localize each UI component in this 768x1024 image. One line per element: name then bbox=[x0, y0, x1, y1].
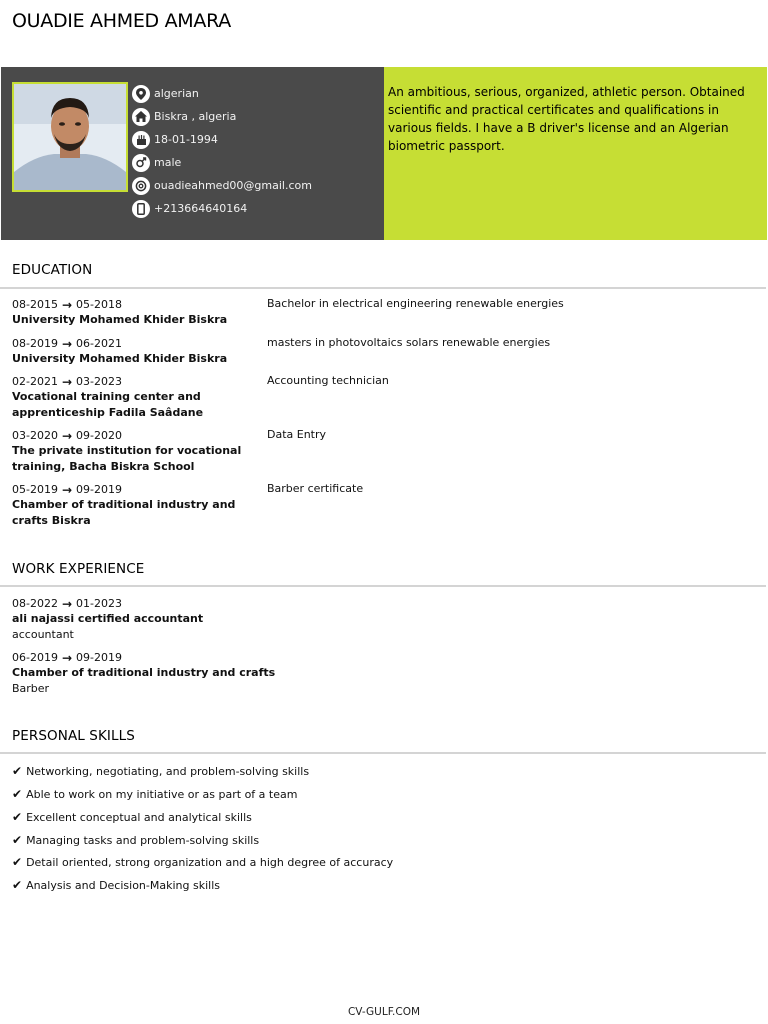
skill-item bbox=[12, 833, 259, 847]
info-nationality bbox=[132, 82, 312, 105]
arrow-right-icon: → bbox=[61, 336, 73, 351]
skill-text: Excellent conceptual and analytical skills bbox=[26, 810, 252, 824]
arrow-right-icon: → bbox=[61, 297, 73, 312]
arrow-right-icon: → bbox=[61, 650, 73, 665]
checkmark-icon: ✔ bbox=[12, 787, 23, 801]
employer: ali najassi certified accountant bbox=[12, 612, 204, 625]
phone-icon bbox=[132, 200, 150, 218]
date-range bbox=[12, 428, 752, 443]
skill-item bbox=[12, 764, 309, 778]
end-date: 06-2021 bbox=[76, 337, 122, 350]
end-date: 09-2019 bbox=[76, 651, 122, 664]
info-text: ouadieahmed00@gmail.com bbox=[154, 179, 312, 192]
checkmark-icon: ✔ bbox=[12, 833, 23, 847]
end-date: 05-2018 bbox=[76, 298, 122, 311]
job-role: accountant bbox=[12, 628, 74, 641]
info-phone bbox=[132, 197, 312, 220]
date-range bbox=[12, 650, 752, 665]
info-email bbox=[132, 174, 312, 197]
skill-text: Networking, negotiating, and problem-solving skills bbox=[26, 764, 310, 778]
cv-name: OUADIE AHMED AMARA bbox=[12, 10, 231, 32]
checkmark-icon: ✔ bbox=[12, 855, 23, 869]
checkmark-icon: ✔ bbox=[12, 764, 23, 778]
education-entry bbox=[12, 336, 752, 367]
section-divider bbox=[0, 585, 766, 587]
start-date: 02-2021 bbox=[12, 375, 58, 388]
profile-photo bbox=[12, 82, 128, 192]
job-role: Barber bbox=[12, 682, 50, 695]
end-date: 09-2020 bbox=[76, 429, 122, 442]
arrow-right-icon: → bbox=[61, 482, 73, 497]
skill-item bbox=[12, 810, 252, 824]
institution: Chamber of traditional industry and crafts Biskra bbox=[12, 498, 236, 527]
start-date: 03-2020 bbox=[12, 429, 58, 442]
section-divider bbox=[0, 287, 766, 289]
institution: University Mohamed Khider Biskra bbox=[12, 352, 228, 365]
start-date: 08-2022 bbox=[12, 597, 58, 610]
arrow-right-icon: → bbox=[61, 374, 73, 389]
work-entry bbox=[12, 650, 752, 696]
education-entry bbox=[12, 374, 752, 421]
birthday-cake-icon bbox=[132, 131, 150, 149]
start-date: 08-2015 bbox=[12, 298, 58, 311]
arrow-right-icon: → bbox=[61, 428, 73, 443]
qualification: Barber certificate bbox=[267, 482, 364, 495]
gender-icon bbox=[132, 154, 150, 172]
education-entry bbox=[12, 482, 752, 529]
qualification: Accounting technician bbox=[267, 374, 389, 387]
qualification: masters in photovoltaics solars renewable energies bbox=[267, 336, 551, 349]
info-text: +213664640164 bbox=[154, 202, 248, 215]
qualification: Data Entry bbox=[267, 428, 327, 441]
institution: Vocational training center and apprenticeship Fadila Saâdane bbox=[12, 390, 204, 419]
personal-info-panel bbox=[1, 67, 384, 240]
skill-item bbox=[12, 787, 297, 801]
qualification: Bachelor in electrical engineering renewable energies bbox=[267, 297, 564, 310]
skill-text: Able to work on my initiative or as part of a team bbox=[26, 787, 298, 801]
checkmark-icon: ✔ bbox=[12, 878, 23, 892]
institution: University Mohamed Khider Biskra bbox=[12, 313, 228, 326]
education-heading: EDUCATION bbox=[12, 262, 93, 278]
date-range bbox=[12, 596, 752, 611]
skill-item bbox=[12, 878, 220, 892]
work-experience-heading: WORK EXPERIENCE bbox=[12, 561, 145, 577]
info-text: 18-01-1994 bbox=[154, 133, 218, 146]
end-date: 01-2023 bbox=[76, 597, 122, 610]
info-gender bbox=[132, 151, 312, 174]
institution: The private institution for vocational training, Bacha Biskra School bbox=[12, 444, 242, 473]
summary-panel bbox=[384, 67, 767, 240]
work-entry bbox=[12, 596, 752, 642]
summary-text: An ambitious, serious, organized, athletic person. Obtained scientific and practical certificates and qualifications in various fields. I have a B driver's license and an Algerian biometric passport. bbox=[388, 85, 745, 153]
skill-text: Managing tasks and problem-solving skills bbox=[26, 833, 260, 847]
header-band bbox=[0, 67, 768, 240]
home-icon bbox=[132, 108, 150, 126]
info-address bbox=[132, 105, 312, 128]
checkmark-icon: ✔ bbox=[12, 810, 23, 824]
education-entry bbox=[12, 428, 752, 475]
arrow-right-icon: → bbox=[61, 596, 73, 611]
education-entry bbox=[12, 297, 752, 328]
end-date: 09-2019 bbox=[76, 483, 122, 496]
location-pin-icon bbox=[132, 85, 150, 103]
info-text: Biskra , algeria bbox=[154, 110, 237, 123]
email-icon bbox=[132, 177, 150, 195]
skill-text: Analysis and Decision-Making skills bbox=[26, 878, 220, 892]
start-date: 08-2019 bbox=[12, 337, 58, 350]
date-range bbox=[12, 482, 752, 497]
end-date: 03-2023 bbox=[76, 375, 122, 388]
personal-info-list bbox=[132, 82, 312, 220]
info-text: algerian bbox=[154, 87, 199, 100]
skill-item bbox=[12, 855, 393, 869]
skill-text: Detail oriented, strong organization and a high degree of accuracy bbox=[26, 855, 394, 869]
employer: Chamber of traditional industry and crafts bbox=[12, 666, 276, 679]
section-divider bbox=[0, 752, 766, 754]
start-date: 05-2019 bbox=[12, 483, 58, 496]
start-date: 06-2019 bbox=[12, 651, 58, 664]
footer-credit: CV-GULF.COM bbox=[347, 1006, 421, 1018]
personal-skills-heading: PERSONAL SKILLS bbox=[12, 728, 135, 744]
info-text: male bbox=[154, 156, 182, 169]
info-birthdate bbox=[132, 128, 312, 151]
